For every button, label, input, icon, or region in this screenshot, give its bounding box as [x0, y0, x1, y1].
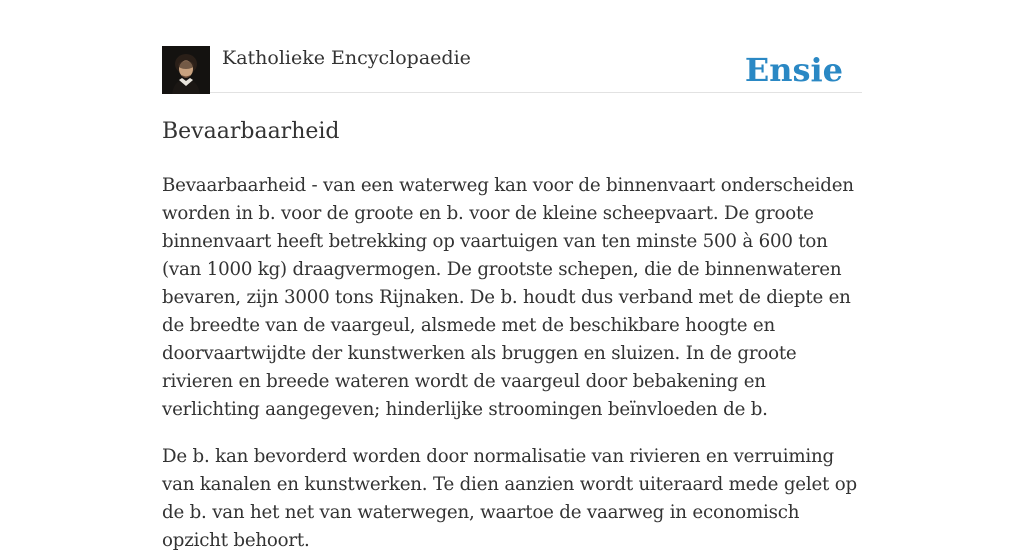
source-name[interactable]: Katholieke Encyclopaedie	[222, 47, 471, 69]
brand-logo[interactable]: Ensie	[744, 51, 843, 89]
article-paragraph: Bevaarbaarheid - van een waterweg kan voor de binnenvaart onderscheiden worden in b. voor de groote en b. voor de kleine scheepvaart. De groote binnenvaart heeft betrekking op vaartuigen van ten minste 500 à 600 ton (van 1000 kg) draagvermogen. De grootste schepen, die de binnenwateren bevaren, zijn 3000 tons Rijnaken. De b. houdt dus verband met de diepte en de breedte van de vaargeul, alsmede met de beschikbare hoogte en doorvaartwijdte der kunstwerken als bruggen en sluizen. In de groote rivieren en breede wateren wordt de vaargeul door bebakening en verlichting aangegeven; hinderlijke stroomingen beïnvloeden de b.	[162, 175, 854, 420]
page-container	[162, 0, 862, 555]
header	[162, 0, 862, 93]
portrait-avatar-icon[interactable]	[162, 46, 210, 94]
page-title: Bevaarbaarheid	[162, 119, 340, 144]
article-paragraph: De b. kan bevorderd worden door normalisatie van rivieren en verruiming van kanalen en kunstwerken. Te dien aanzien wordt uiteraard mede gelet op de b. van het net van waterwegen, waartoe de vaarweg in economisch opzicht behoort.	[162, 446, 857, 551]
